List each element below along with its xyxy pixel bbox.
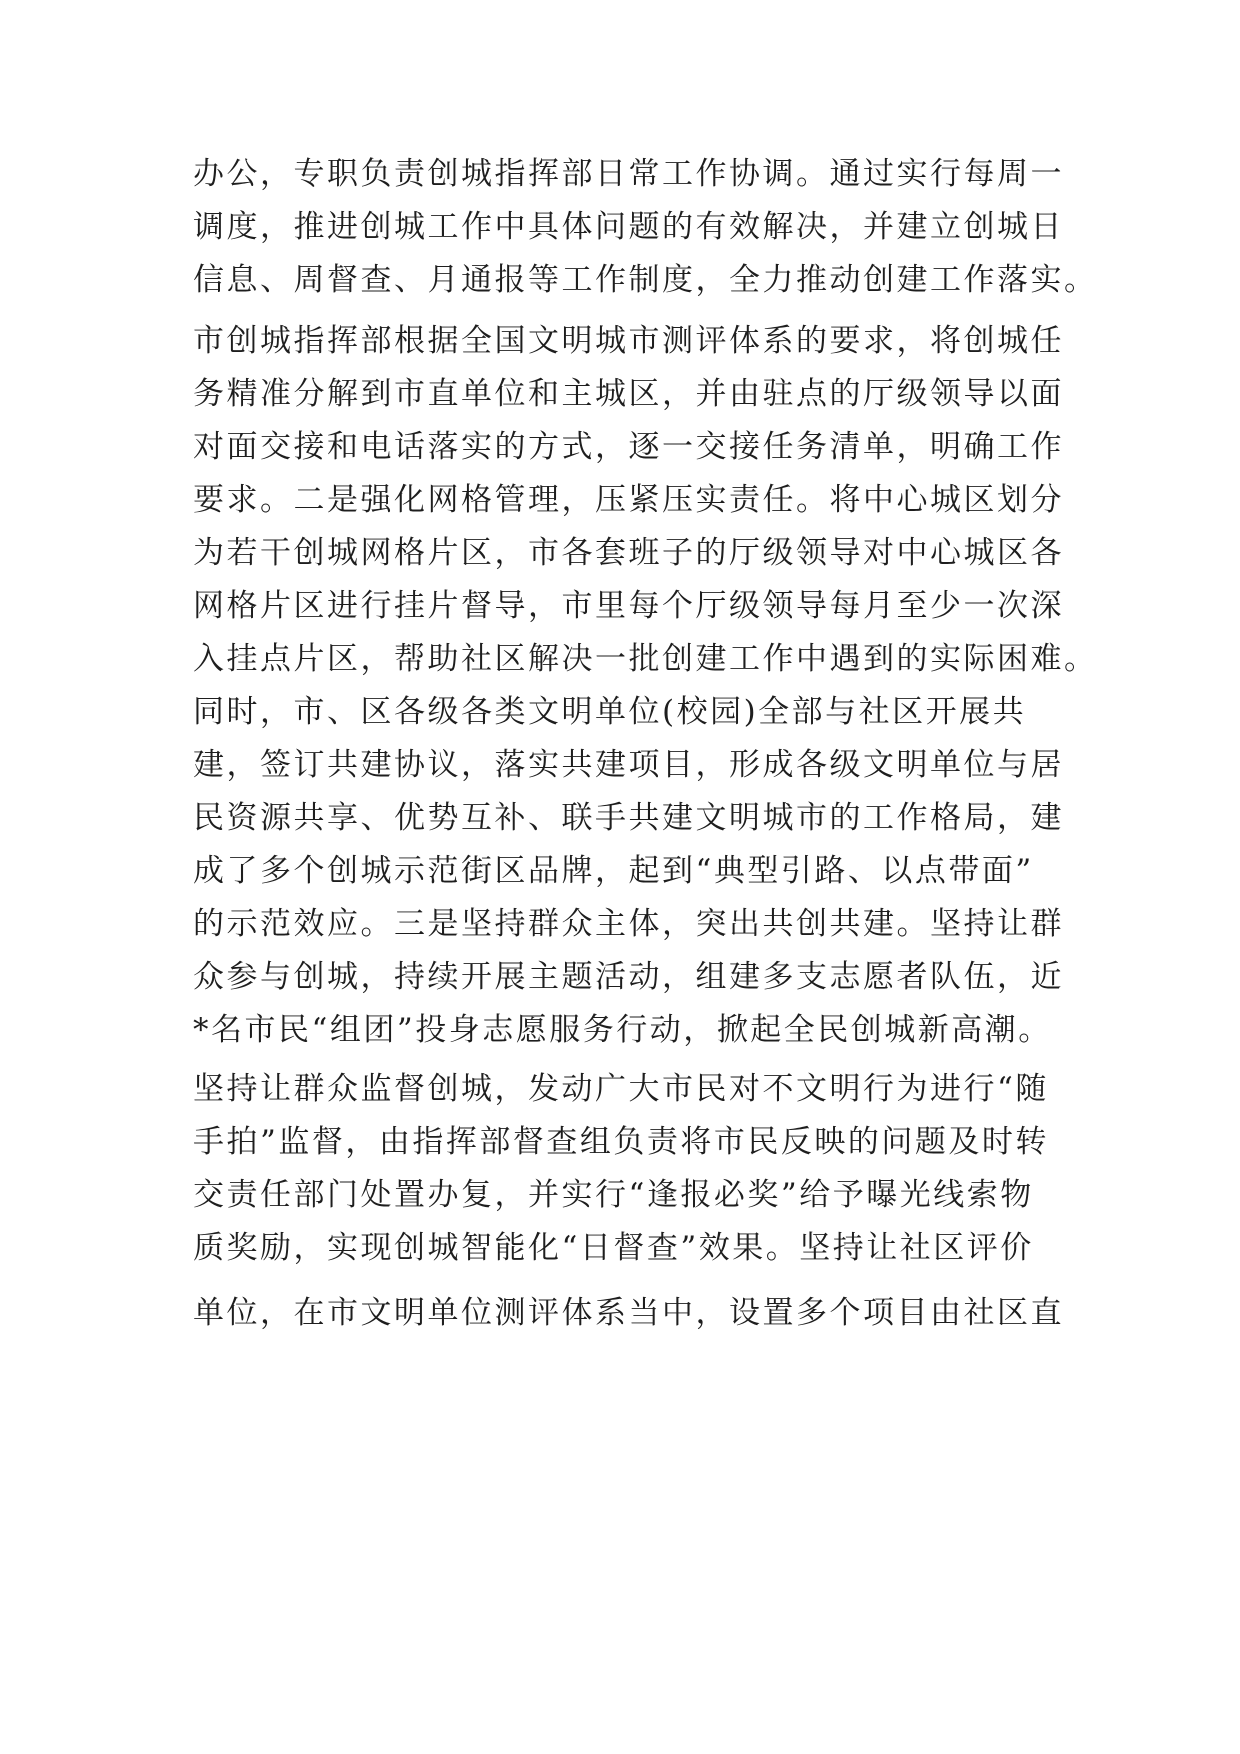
text-line: 要求。二是强化网格管理，压紧压实责任。将中心城区划分	[193, 482, 1064, 518]
text-line: 建，签订共建协议，落实共建项目，形成各级文明单位与居	[193, 747, 1064, 783]
text-line: 入挂点片区，帮助社区解决一批创建工作中遇到的实际困难。	[193, 641, 1098, 677]
text-line: 民资源共享、优势互补、联手共建文明城市的工作格局，建	[193, 800, 1064, 836]
text-line: 对面交接和电话落实的方式，逐一交接任务清单，明确工作	[193, 429, 1064, 465]
text-line: 市创城指挥部根据全国文明城市测评体系的要求，将创城任	[193, 323, 1064, 359]
text-line: 坚持让群众监督创城，发动广大市民对不文明行为进行“随	[193, 1071, 1049, 1107]
text-line: 调度，推进创城工作中具体问题的有效解决，并建立创城日	[193, 209, 1064, 245]
body-text	[193, 148, 1098, 1340]
text-line: 单位，在市文明单位测评体系当中，设置多个项目由社区直	[193, 1295, 1064, 1331]
text-line: 手拍”监督，由指挥部督查组负责将市民反映的问题及时转	[193, 1124, 1049, 1160]
text-line: 为若干创城网格片区，市各套班子的厅级领导对中心城区各	[193, 535, 1064, 571]
text-line: *名市民“组团”投身志愿服务行动，掀起全民创城新高潮。	[193, 1012, 1052, 1048]
text-line: 质奖励，实现创城智能化“日督查”效果。坚持让社区评价	[193, 1230, 1034, 1266]
text-line: 同时，市、区各级各类文明单位(校园)全部与社区开展共	[193, 694, 1027, 730]
text-line: 交责任部门处置办复，并实行“逢报必奖”给予曝光线索物	[193, 1177, 1034, 1213]
text-line: 的示范效应。三是坚持群众主体，突出共创共建。坚持让群	[193, 906, 1064, 942]
text-line: 信息、周督查、月通报等工作制度，全力推动创建工作落实。	[193, 262, 1098, 298]
text-line: 网格片区进行挂片督导，市里每个厅级领导每月至少一次深	[193, 588, 1064, 624]
text-line: 办公，专职负责创城指挥部日常工作协调。通过实行每周一	[193, 156, 1064, 192]
text-line: 众参与创城，持续开展主题活动，组建多支志愿者队伍，近	[193, 959, 1064, 995]
text-line: 务精准分解到市直单位和主城区，并由驻点的厅级领导以面	[193, 376, 1064, 412]
text-line: 成了多个创城示范街区品牌，起到“典型引路、以点带面”	[193, 853, 1034, 889]
